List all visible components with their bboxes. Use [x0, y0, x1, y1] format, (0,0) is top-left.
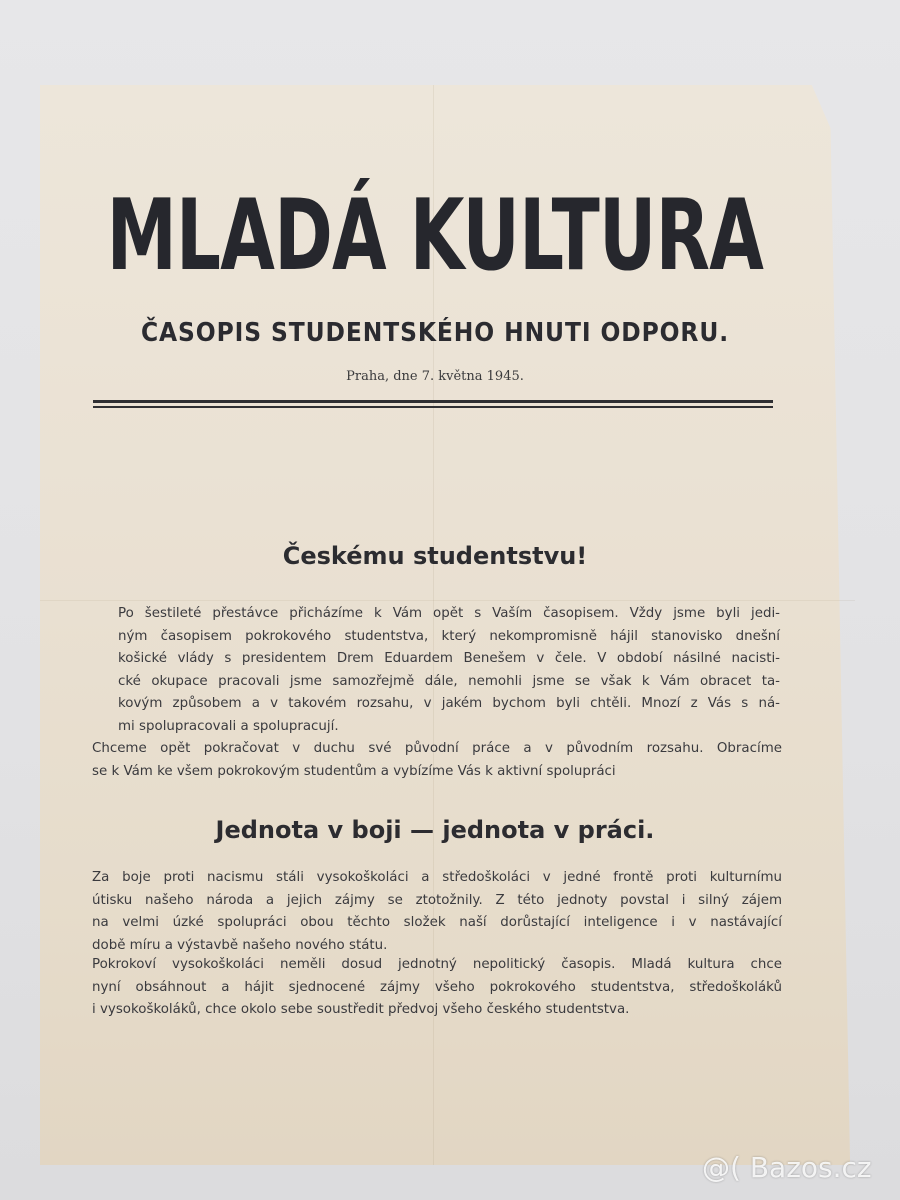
paragraph-section2-1 [92, 867, 782, 957]
paragraph-section1-1 [118, 603, 780, 739]
text-line: nyní obsáhnout a hájit sjednocené zájmy všeho pokrokového studentstva, středoškoláků [92, 979, 782, 995]
text-line: Chceme opět pokračovat v duchu své původní práce a v původním rozsahu. Obracíme [92, 741, 782, 756]
text-line: i vysokoškoláků, chce okolo sebe soustředit předvoj všeho českého studentstva. [92, 1002, 630, 1018]
section-heading-students: Českému studentstvu! [282, 542, 588, 570]
text-line: Za boje proti nacismu stáli vysokoškoláci a středoškoláci v jedné frontě proti kulturnímu [92, 870, 782, 885]
section-heading-unity: Jednota v boji — jednota v práci. [215, 816, 655, 844]
dateline: Praha, dne 7. května 1945. [346, 369, 524, 384]
text-line: době míru a výstavbě našeho nového státu. [92, 937, 388, 953]
masthead-rule-bottom [93, 406, 773, 408]
paragraph-section2-2 [92, 954, 782, 1022]
paper-fold-horizontal [40, 600, 855, 601]
text-line: na velmi úzké spolupráci obou těchto složek naší dorůstající inteligence i v nastávající [92, 915, 782, 931]
masthead-title: MLADÁ KULTURA [106, 179, 764, 293]
text-line: útisku našeho národa a jejich zájmy se ztotožnily. Z této jednoty povstal i silný zájem [92, 892, 782, 908]
paragraph-section1-2 [92, 738, 782, 783]
text-line: Pokrokoví vysokoškoláci neměli dosud jednotný nepolitický časopis. Mladá kultura chce [92, 957, 782, 972]
text-line: cké okupace pracovali jsme samozřejmě dále, nemohli jsme se však k Vám obracet ta- [118, 673, 780, 689]
text-line: kovým způsobem a v takovém rozsahu, v jakém bychom byli chtěli. Mnozí z Vás s ná- [118, 696, 780, 712]
masthead-subtitle: ČASOPIS STUDENTSKÉHO HNUTI ODPORU. [140, 318, 730, 348]
text-line: Po šestileté přestávce přicházíme k Vám opět s Vaším časopisem. Vždy jsme byli jedi- [118, 606, 780, 621]
text-line: mi spolupracovali a spolupracují. [118, 718, 339, 734]
text-line: se k Vám ke všem pokrokovým studentům a vybízíme Vás k aktivní spolupráci [92, 763, 616, 779]
masthead-rule-top [93, 400, 773, 403]
bazos-watermark: @( Bazos.cz [702, 1151, 872, 1184]
text-line: košické vlády s presidentem Drem Eduardem Benešem v čele. V období násilné nacisti- [118, 651, 780, 667]
text-line: ným časopisem pokrokového studentstva, který nekompromisně hájil stanovisko dnešní [118, 628, 780, 644]
